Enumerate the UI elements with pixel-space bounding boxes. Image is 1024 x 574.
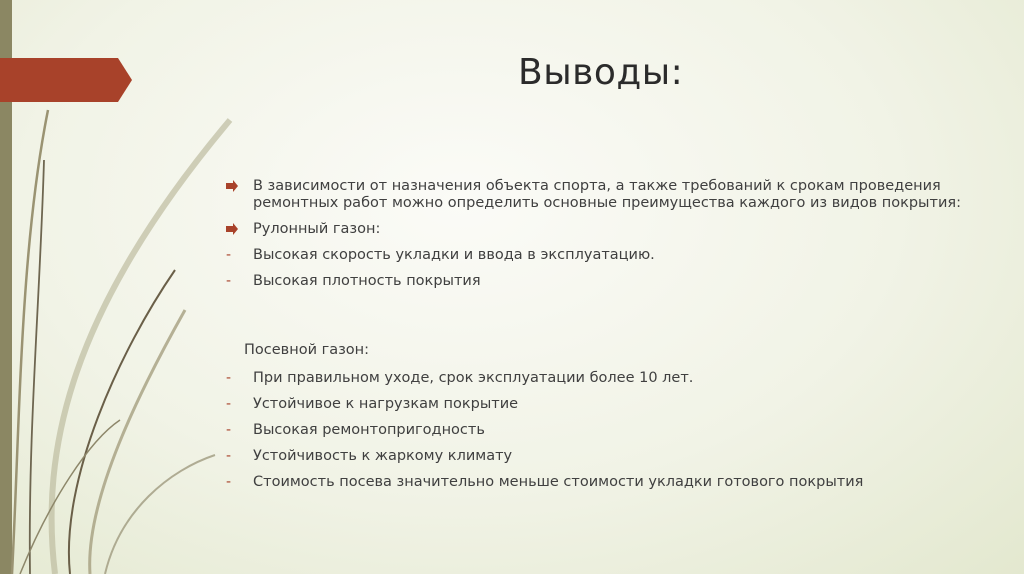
dash-marker: - [226, 247, 232, 263]
list-item-text: В зависимости от назначения объекта спорта, а также требований к срокам проведения ремонтных работ можно определить основные преимущества каждого из видов покрытия: [253, 178, 961, 211]
dash-marker: - [226, 422, 232, 438]
list-item [226, 422, 966, 439]
slide-title: Выводы: [518, 52, 684, 93]
list-item-text: Высокая ремонтопригодность [253, 422, 485, 438]
list-item-text: Высокая скорость укладки и ввода в эксплуатацию. [253, 247, 655, 263]
list-item-text: Рулонный газон: [253, 221, 381, 237]
list-item-text: Устойчивость к жаркому климату [253, 448, 513, 464]
list-item-text: При правильном уходе, срок эксплуатации более 10 лет. [253, 370, 694, 386]
list-item [226, 247, 966, 264]
dash-marker: - [226, 396, 232, 412]
list-item [226, 370, 966, 387]
list-item-text: Высокая плотность покрытия [253, 273, 481, 289]
title-accent-tab [0, 58, 132, 102]
dash-marker: - [226, 474, 232, 490]
dash-marker: - [226, 370, 232, 386]
list-item [226, 221, 966, 238]
dash-marker: - [226, 448, 232, 464]
arrow-bullet-icon [226, 223, 238, 235]
list-item [226, 273, 966, 290]
list-item [226, 396, 966, 413]
list-item [226, 474, 966, 491]
dash-marker: - [226, 273, 232, 289]
list-item-text: Устойчивое к нагрузкам покрытие [253, 396, 519, 412]
slide-content [226, 178, 966, 500]
subheading: Посевной газон: [244, 342, 370, 358]
list-item-text: Стоимость посева значительно меньше стоимости укладки готового покрытия [253, 474, 864, 490]
list-item [226, 448, 966, 465]
arrow-bullet-icon [226, 180, 238, 192]
list-item [226, 178, 966, 212]
